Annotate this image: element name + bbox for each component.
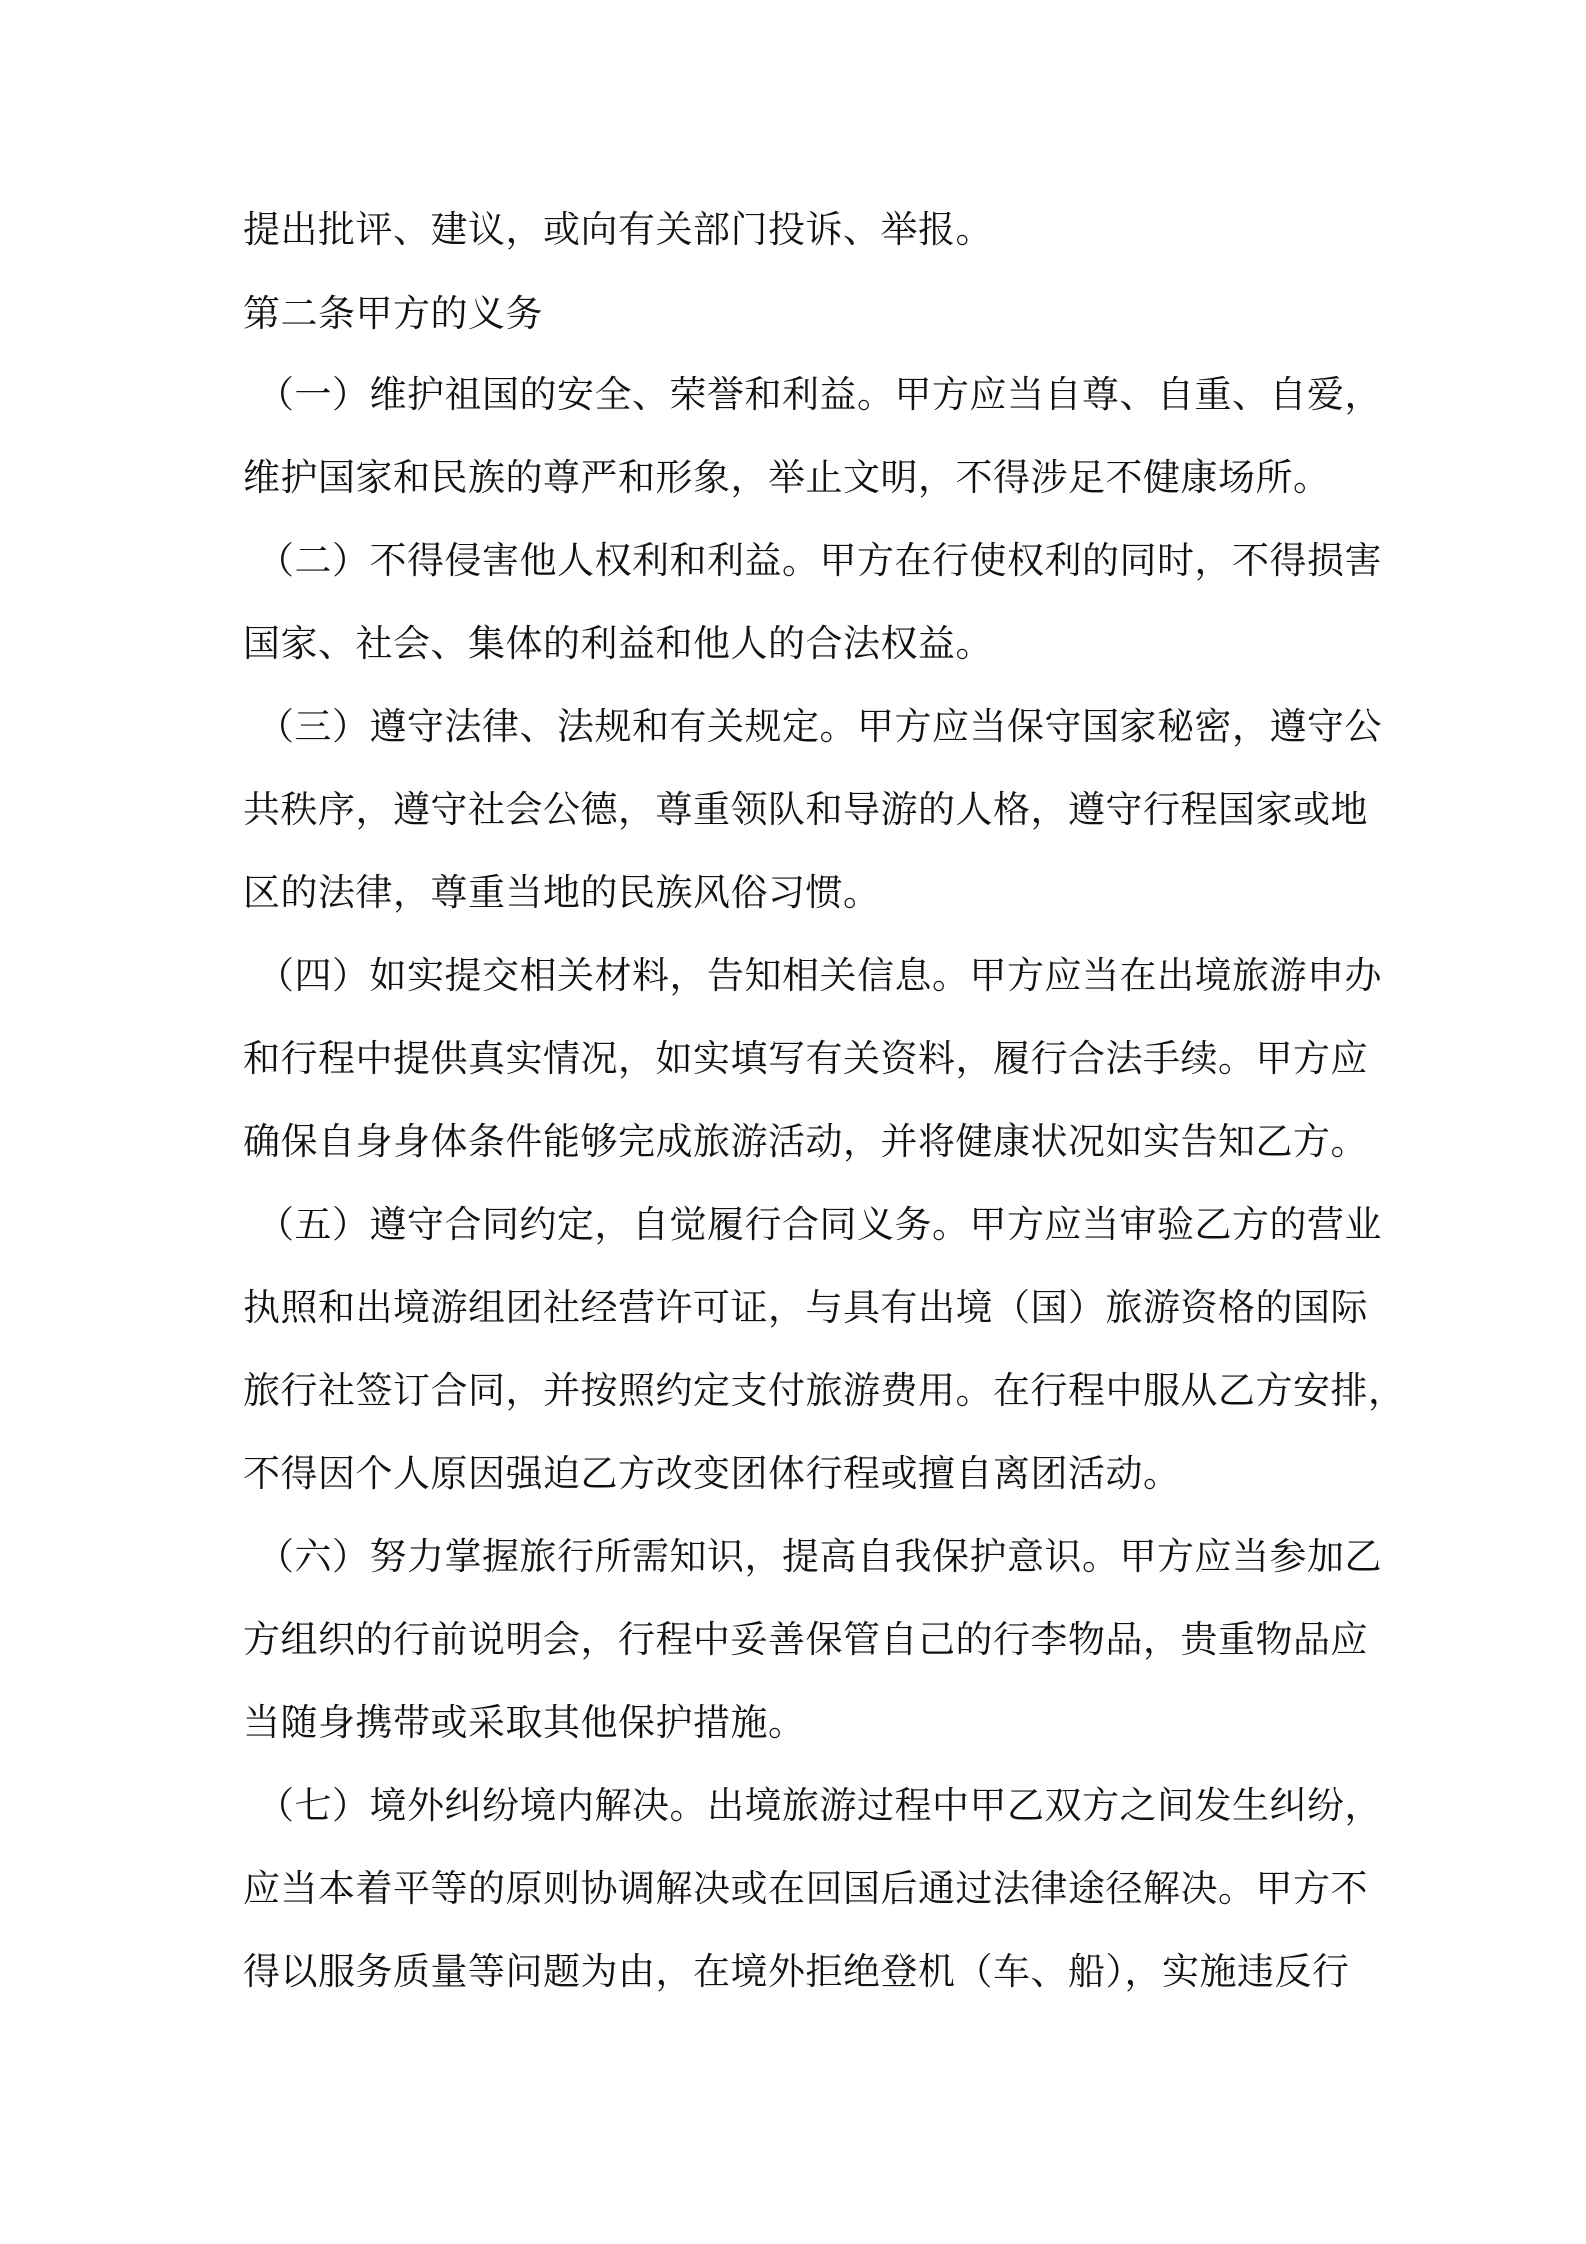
text-line: 和行程中提供真实情况，如实填写有关资料，履行合法手续。甲方应 xyxy=(243,1037,1368,1080)
text-line: 不得因个人原因强迫乙方改变团体行程或擅自离团活动。 xyxy=(243,1452,1181,1495)
text-line: 区的法律，尊重当地的民族风俗习惯。 xyxy=(243,871,881,914)
text-line: 旅行社签订合同，并按照约定支付旅游费用。在行程中服从乙方安排， xyxy=(243,1369,1406,1412)
text-line: （一）维护祖国的安全、荣誉和利益。甲方应当自尊、自重、自爱， xyxy=(257,373,1382,416)
text-line: 方组织的行前说明会，行程中妥善保管自己的行李物品，贵重物品应 xyxy=(243,1618,1368,1661)
text-line: 维护国家和民族的尊严和形象，举止文明，不得涉足不健康场所。 xyxy=(243,456,1331,499)
text-line: （五）遵守合同约定，自觉履行合同义务。甲方应当审验乙方的营业 xyxy=(257,1203,1382,1246)
text-line: 得以服务质量等问题为由，在境外拒绝登机（车、船），实施违反行 xyxy=(243,1950,1350,1993)
text-line: 确保自身身体条件能够完成旅游活动，并将健康状况如实告知乙方。 xyxy=(243,1120,1368,1163)
section-heading: 第二条甲方的义务 xyxy=(243,292,543,335)
text-line: （二）不得侵害他人权利和利益。甲方在行使权利的同时，不得损害 xyxy=(257,539,1382,582)
text-line: 应当本着平等的原则协调解决或在回国后通过法律途径解决。甲方不 xyxy=(243,1867,1368,1910)
text-line: （七）境外纠纷境内解决。出境旅游过程中甲乙双方之间发生纠纷， xyxy=(257,1784,1382,1827)
text-line: （三）遵守法律、法规和有关规定。甲方应当保守国家秘密，遵守公 xyxy=(257,705,1382,748)
text-line: 当随身携带或采取其他保护措施。 xyxy=(243,1701,806,1744)
text-line: 执照和出境游组团社经营许可证，与具有出境（国）旅游资格的国际 xyxy=(243,1286,1368,1329)
text-line: 国家、社会、集体的利益和他人的合法权益。 xyxy=(243,622,993,665)
text-line: （六）努力掌握旅行所需知识，提高自我保护意识。甲方应当参加乙 xyxy=(257,1535,1382,1578)
text-line: （四）如实提交相关材料，告知相关信息。甲方应当在出境旅游申办 xyxy=(257,954,1382,997)
text-line: 共秩序，遵守社会公德，尊重领队和导游的人格，遵守行程国家或地 xyxy=(243,788,1368,831)
text-line: 提出批评、建议，或向有关部门投诉、举报。 xyxy=(243,208,993,251)
